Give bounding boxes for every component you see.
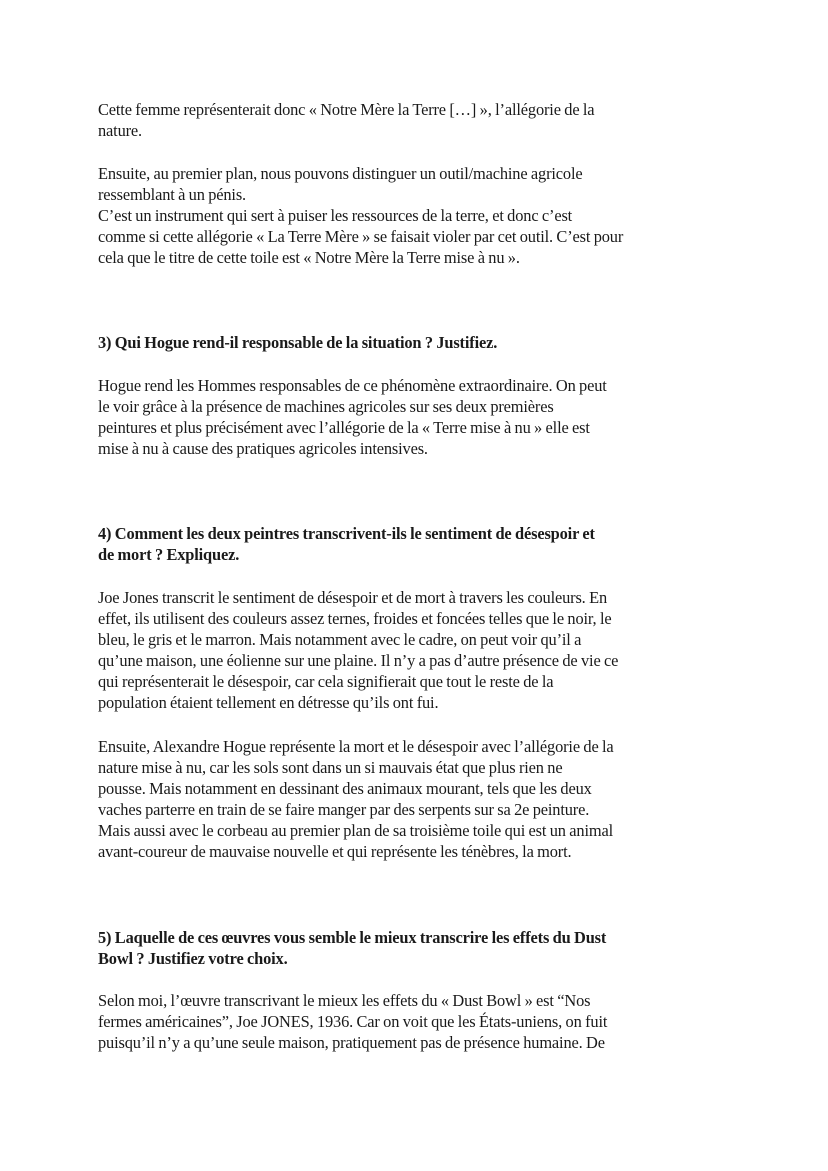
text-line: nature.	[98, 121, 143, 140]
question-4-heading	[98, 523, 738, 565]
text-line: Hogue rend les Hommes responsables de ce phénomène extraordinaire. On peut	[98, 376, 607, 395]
heading-line: Bowl ? Justifiez votre choix.	[98, 949, 288, 968]
heading-line: 3) Qui Hogue rend-il responsable de la situation ? Justifiez.	[98, 333, 498, 352]
text-line: avant-coureur de mauvaise nouvelle et qui représente les ténèbres, la mort.	[98, 842, 572, 861]
text-line: nature mise à nu, car les sols sont dans un si mauvais état que plus rien ne	[98, 758, 563, 777]
intro-paragraph-2	[98, 163, 738, 268]
question-4-answer-paragraph-1	[98, 587, 738, 713]
text-line: peintures et plus précisément avec l’allégorie de la « Terre mise à nu » elle est	[98, 418, 590, 437]
text-line: vaches parterre en train de se faire manger par des serpents sur sa 2e peinture.	[98, 800, 590, 819]
heading-line: 4) Comment les deux peintres transcrivent-ils le sentiment de désespoir et	[98, 524, 595, 543]
text-line: bleu, le gris et le marron. Mais notamment avec le cadre, on peut voir qu’il a	[98, 630, 582, 649]
text-line: Mais aussi avec le corbeau au premier plan de sa troisième toile qui est un animal	[98, 821, 613, 840]
heading-line: de mort ? Expliquez.	[98, 545, 240, 564]
text-line: cela que le titre de cette toile est « Notre Mère la Terre mise à nu ».	[98, 248, 520, 267]
question-4-answer-paragraph-2	[98, 736, 738, 862]
question-3-heading	[98, 332, 738, 353]
text-line: le voir grâce à la présence de machines agricoles sur ses deux premières	[98, 397, 554, 416]
text-line: qu’une maison, une éolienne sur une plaine. Il n’y a pas d’autre présence de vie ce	[98, 651, 619, 670]
text-line: Selon moi, l’œuvre transcrivant le mieux les effets du « Dust Bowl » est “Nos	[98, 991, 591, 1010]
text-line: fermes américaines”, Joe JONES, 1936. Car on voit que les États-uniens, on fuit	[98, 1012, 608, 1031]
question-5-answer	[98, 990, 738, 1053]
text-line: C’est un instrument qui sert à puiser les ressources de la terre, et donc c’est	[98, 206, 573, 225]
text-line: Cette femme représenterait donc « Notre Mère la Terre […] », l’allégorie de la	[98, 100, 595, 119]
text-line: mise à nu à cause des pratiques agricoles intensives.	[98, 439, 428, 458]
text-line: Joe Jones transcrit le sentiment de désespoir et de mort à travers les couleurs. En	[98, 588, 607, 607]
text-line: qui représenterait le désespoir, car cela signifierait que tout le reste de la	[98, 672, 554, 691]
text-line: puisqu’il n’y a qu’une seule maison, pratiquement pas de présence humaine. De	[98, 1033, 605, 1052]
text-line: Ensuite, au premier plan, nous pouvons distinguer un outil/machine agricole	[98, 164, 583, 183]
text-line: comme si cette allégorie « La Terre Mère » se faisait violer par cet outil. C’est pour	[98, 227, 624, 246]
intro-paragraph-1	[98, 99, 738, 141]
text-line: population étaient tellement en détresse qu’ils ont fui.	[98, 693, 439, 712]
text-line: ressemblant à un pénis.	[98, 185, 246, 204]
text-line: effet, ils utilisent des couleurs assez ternes, froides et foncées telles que le noir, le	[98, 609, 612, 628]
text-line: pousse. Mais notamment en dessinant des animaux mourant, tels que les deux	[98, 779, 592, 798]
heading-line: 5) Laquelle de ces œuvres vous semble le mieux transcrire les effets du Dust	[98, 928, 607, 947]
text-line: Ensuite, Alexandre Hogue représente la mort et le désespoir avec l’allégorie de la	[98, 737, 614, 756]
question-3-answer	[98, 375, 738, 459]
question-5-heading	[98, 927, 738, 969]
